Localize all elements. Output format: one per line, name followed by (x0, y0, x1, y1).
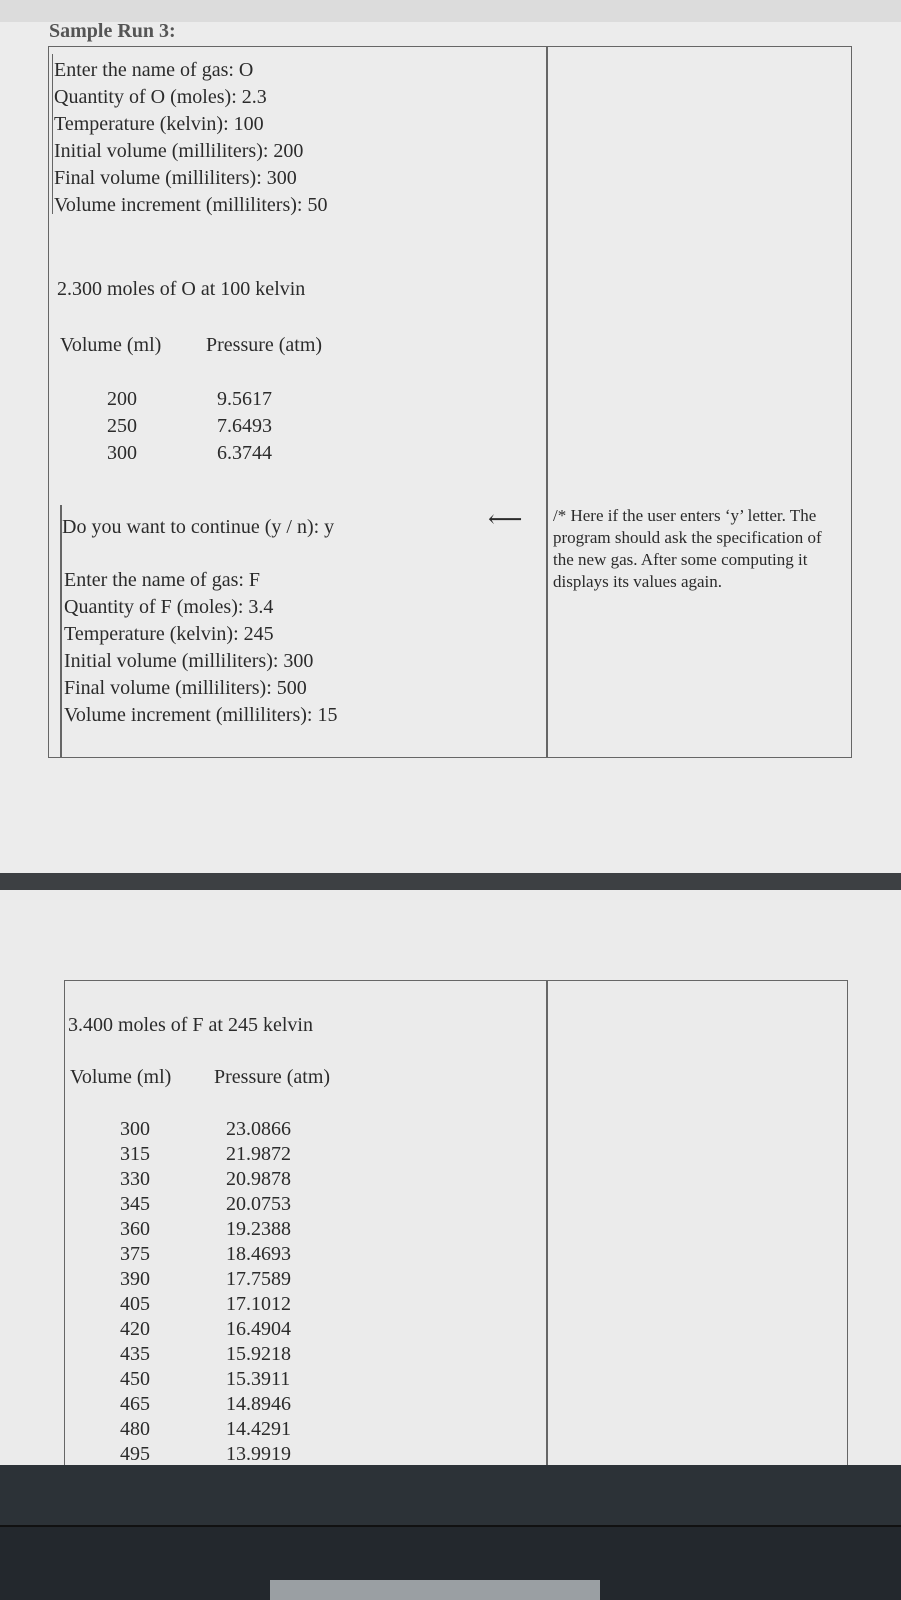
pressure-cell: 16.4904 (226, 1318, 291, 1340)
volume-cell: 345 (120, 1193, 150, 1215)
taskbar (0, 1465, 901, 1525)
pressure-header-1: Pressure (atm) (206, 334, 323, 356)
input-line: Enter the name of gas: O (54, 59, 254, 81)
bezel-edge (0, 1525, 901, 1527)
volume-cell: 330 (120, 1168, 150, 1190)
pressure-cell: 19.2388 (226, 1218, 291, 1240)
pressure-cell: 23.0866 (226, 1118, 291, 1140)
page-gap (0, 873, 901, 891)
volume-cell: 200 (107, 388, 137, 410)
volume-cell: 315 (120, 1143, 150, 1165)
pressure-cell: 6.3744 (217, 442, 272, 464)
laptop-bezel (0, 1465, 901, 1600)
input-line: Quantity of F (moles): 3.4 (64, 596, 274, 618)
annotation-note: /* Here if the user enters ‘y’ letter. The program should ask the specification of the new gas. After some computing it displays its values again. (553, 506, 822, 591)
pressure-cell: 14.8946 (226, 1393, 291, 1415)
left-inner-border (60, 505, 62, 757)
pressure-cell: 7.6493 (217, 415, 272, 437)
volume-cell: 450 (120, 1368, 150, 1390)
input-line: Final volume (milliliters): 300 (54, 167, 297, 189)
volume-cell: 495 (120, 1443, 150, 1465)
input-line: Quantity of O (moles): 2.3 (54, 86, 267, 108)
pressure-cell: 20.9878 (226, 1168, 291, 1190)
pressure-cell: 15.3911 (226, 1368, 291, 1390)
input-line: Temperature (kelvin): 245 (64, 623, 274, 645)
volume-cell: 420 (120, 1318, 150, 1340)
pressure-header-2: Pressure (atm) (214, 1066, 331, 1088)
input-line: Final volume (milliliters): 500 (64, 677, 307, 699)
pressure-cell: 9.5617 (217, 388, 272, 410)
pressure-cell: 15.9218 (226, 1343, 291, 1365)
volume-header-2: Volume (ml) (70, 1066, 172, 1088)
volume-cell: 360 (120, 1218, 150, 1240)
volume-cell: 250 (107, 415, 137, 437)
sample-table-page2 (64, 980, 848, 1481)
volume-cell: 435 (120, 1343, 150, 1365)
sample-run-heading: Sample Run 3: (49, 20, 176, 42)
pressure-cell: 17.7589 (226, 1268, 291, 1290)
summary-f: 3.400 moles of F at 245 kelvin (68, 1014, 313, 1036)
input-line: Temperature (kelvin): 100 (54, 113, 264, 135)
pressure-cell: 14.4291 (226, 1418, 291, 1440)
volume-cell: 480 (120, 1418, 150, 1440)
browser-tab-strip (0, 0, 901, 22)
pressure-cell: 21.9872 (226, 1143, 291, 1165)
volume-cell: 390 (120, 1268, 150, 1290)
keyboard-keys (270, 1580, 600, 1600)
input-line: Initial volume (milliliters): 200 (54, 140, 304, 162)
volume-header-1: Volume (ml) (60, 334, 162, 356)
left-arrow-icon: ⟵ (488, 507, 523, 533)
volume-cell: 300 (120, 1118, 150, 1140)
volume-cell: 375 (120, 1243, 150, 1265)
table-column-divider (546, 46, 548, 758)
pressure-cell: 18.4693 (226, 1243, 291, 1265)
input-line: Volume increment (milliliters): 15 (64, 704, 338, 726)
volume-cell: 465 (120, 1393, 150, 1415)
volume-cell: 300 (107, 442, 137, 464)
pressure-cell: 13.9919 (226, 1443, 291, 1465)
input-line: Enter the name of gas: F (64, 569, 261, 591)
input-block-border (52, 54, 53, 214)
pressure-cell: 17.1012 (226, 1293, 291, 1315)
table-column-divider-2 (546, 980, 548, 1466)
summary-o: 2.300 moles of O at 100 kelvin (57, 278, 306, 300)
input-line: Initial volume (milliliters): 300 (64, 650, 314, 672)
continue-prompt: Do you want to continue (y / n): y (62, 516, 335, 538)
volume-cell: 405 (120, 1293, 150, 1315)
input-line: Volume increment (milliliters): 50 (54, 194, 328, 216)
pressure-cell: 20.0753 (226, 1193, 291, 1215)
